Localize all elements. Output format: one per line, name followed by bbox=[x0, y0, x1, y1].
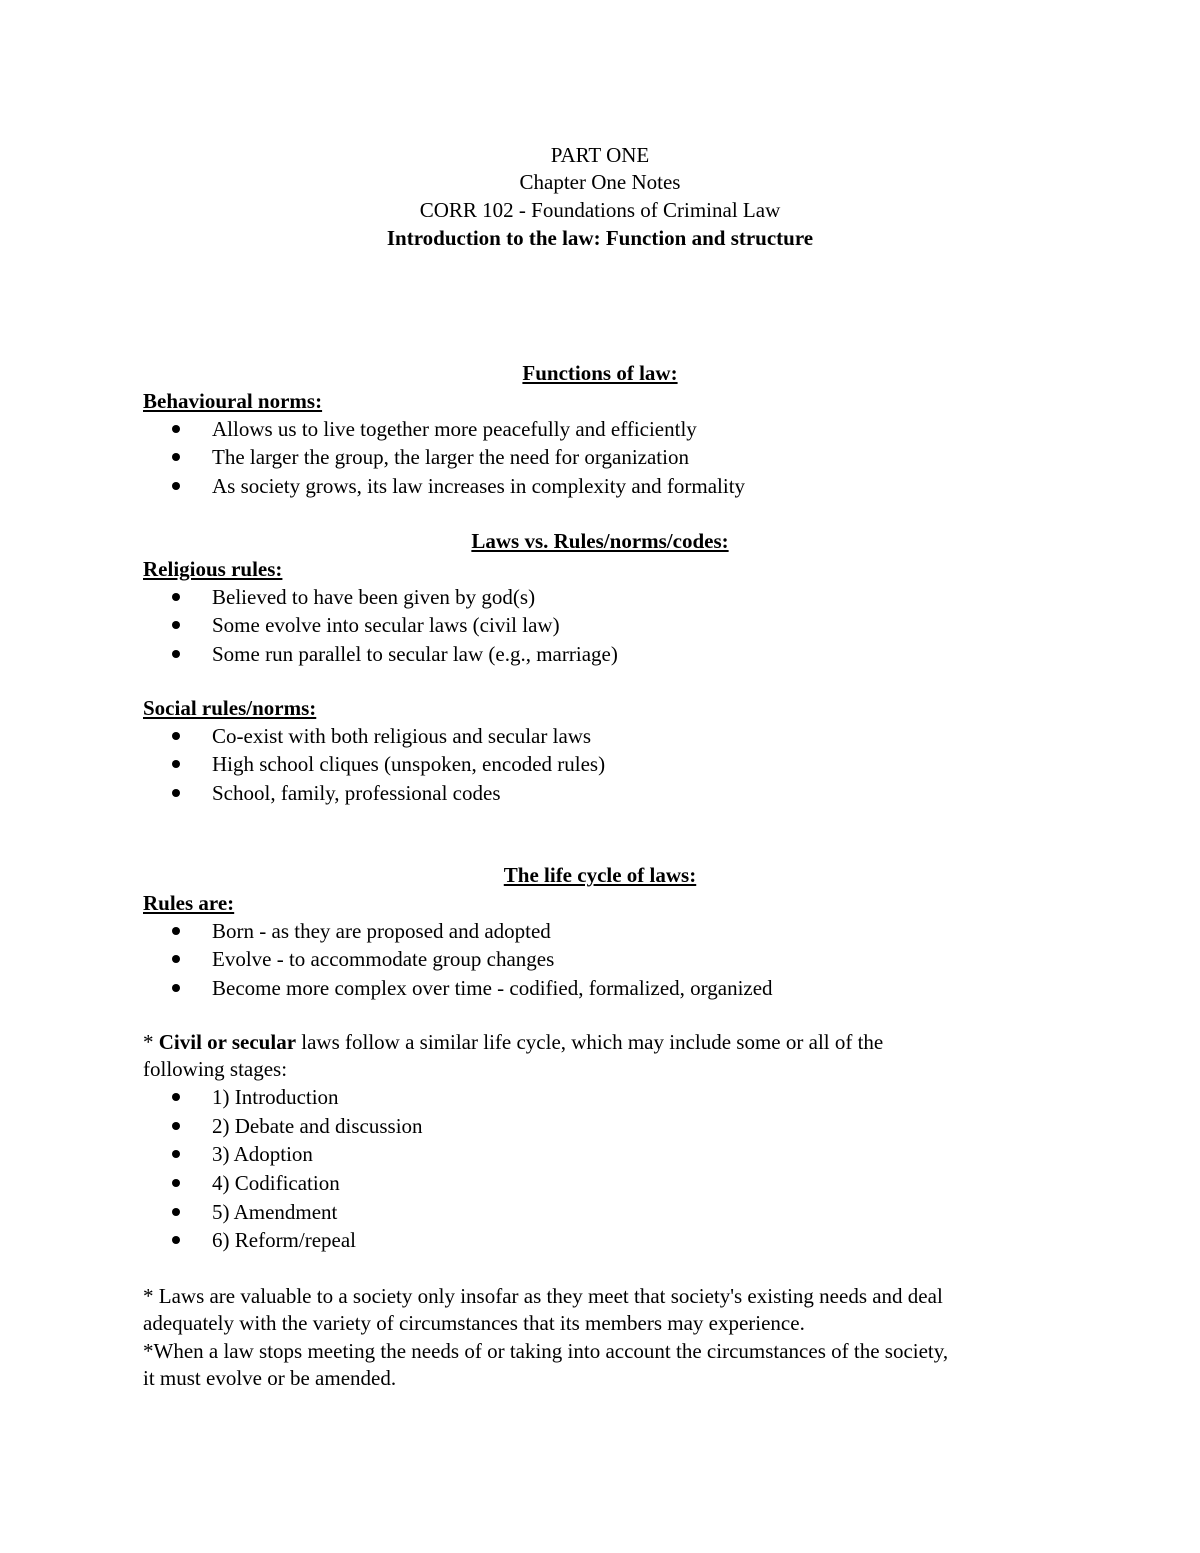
note-valuable-line1: * Laws are valuable to a society only insofar as they meet that society's existing needs and deal bbox=[143, 1284, 943, 1308]
bullet-icon bbox=[172, 425, 180, 433]
bullet-icon bbox=[172, 482, 180, 490]
note-evolve-line1: *When a law stops meeting the needs of or taking into account the circumstances of the society, bbox=[143, 1339, 949, 1363]
bullet-icon bbox=[172, 927, 180, 935]
label-rules-are: Rules are: bbox=[143, 891, 235, 915]
note-valuable-line2: adequately with the variety of circumstances that its members may experience. bbox=[143, 1311, 805, 1335]
civil-note-line1: * Civil or secular laws follow a similar life cycle, which may include some or all of the bbox=[143, 1030, 884, 1054]
bullet-icon bbox=[172, 760, 180, 768]
label-behavioural-norms: Behavioural norms: bbox=[143, 389, 323, 413]
civil-note-line2: following stages: bbox=[143, 1057, 288, 1081]
bullet-icon bbox=[172, 453, 180, 461]
label-social-rules: Social rules/norms: bbox=[143, 696, 317, 720]
bullet-icon bbox=[172, 593, 180, 601]
course-title: CORR 102 - Foundations of Criminal Law bbox=[419, 198, 781, 222]
civil-note-emphasis: Civil or secular bbox=[158, 1030, 297, 1054]
document-subtitle: Introduction to the law: Function and structure bbox=[386, 226, 814, 250]
bullet-icon bbox=[172, 732, 180, 740]
bullet-icon bbox=[172, 1208, 180, 1216]
section-heading-functions: Functions of law: bbox=[522, 361, 678, 385]
bullet-icon bbox=[172, 984, 180, 992]
document-page: PART ONE Chapter One Notes CORR 102 - Foundations of Criminal Law Introduction to the law: Function and structure Functions of law: Behavioural norms: Allows us to live together more peacefully and efficiently The larger the group, the larger the need for organization As society grows, its law increases in complexity and formality Laws vs. Rules/norms/codes: Religious rules: Believed to have been given by god(s) Some evolve into secular laws (civil law) Some run parallel to secular law (e.g., marriage) Social rules/norms: Co-exist with both religious and secular laws High school cliques (unspoken, encoded rules) School, family, professional codes The life cycle of laws: Rules are: Born - as they are proposed and adopted Evolve - to accommodate group changes Become more complex over time - codified, formalized, organized * Civil or secular laws follow a similar life cycle, which may include some or all of the following stages: 1) Introduction 2) Debate and discussion 3) Adoption 4) Codification 5) Amendment 6) Reform/repeal * Laws are valuable to a society only insofar as they meet that society's existing needs and deal adequately with the variety of circumstances that its members may experience. *When a law stops meeting the needs of or taking into account the circumstances of the society, it must evolve or be amended. bbox=[0, 0, 1200, 1553]
bullet-icon bbox=[172, 1150, 180, 1158]
label-religious-rules: Religious rules: bbox=[143, 557, 283, 581]
section-heading-life-cycle: The life cycle of laws: bbox=[503, 863, 697, 887]
note-evolve-line2: it must evolve or be amended. bbox=[143, 1366, 397, 1390]
part-title: PART ONE bbox=[550, 143, 650, 167]
section-heading-laws-vs-rules: Laws vs. Rules/norms/codes: bbox=[471, 529, 729, 553]
bullet-icon bbox=[172, 1236, 180, 1244]
bullet-icon bbox=[172, 955, 180, 963]
bullet-icon bbox=[172, 1093, 180, 1101]
bullet-icon bbox=[172, 1122, 180, 1130]
bullet-icon bbox=[172, 789, 180, 797]
bullet-icon bbox=[172, 621, 180, 629]
bullet-icon bbox=[172, 1179, 180, 1187]
bullet-icon bbox=[172, 650, 180, 658]
chapter-title: Chapter One Notes bbox=[519, 170, 681, 194]
